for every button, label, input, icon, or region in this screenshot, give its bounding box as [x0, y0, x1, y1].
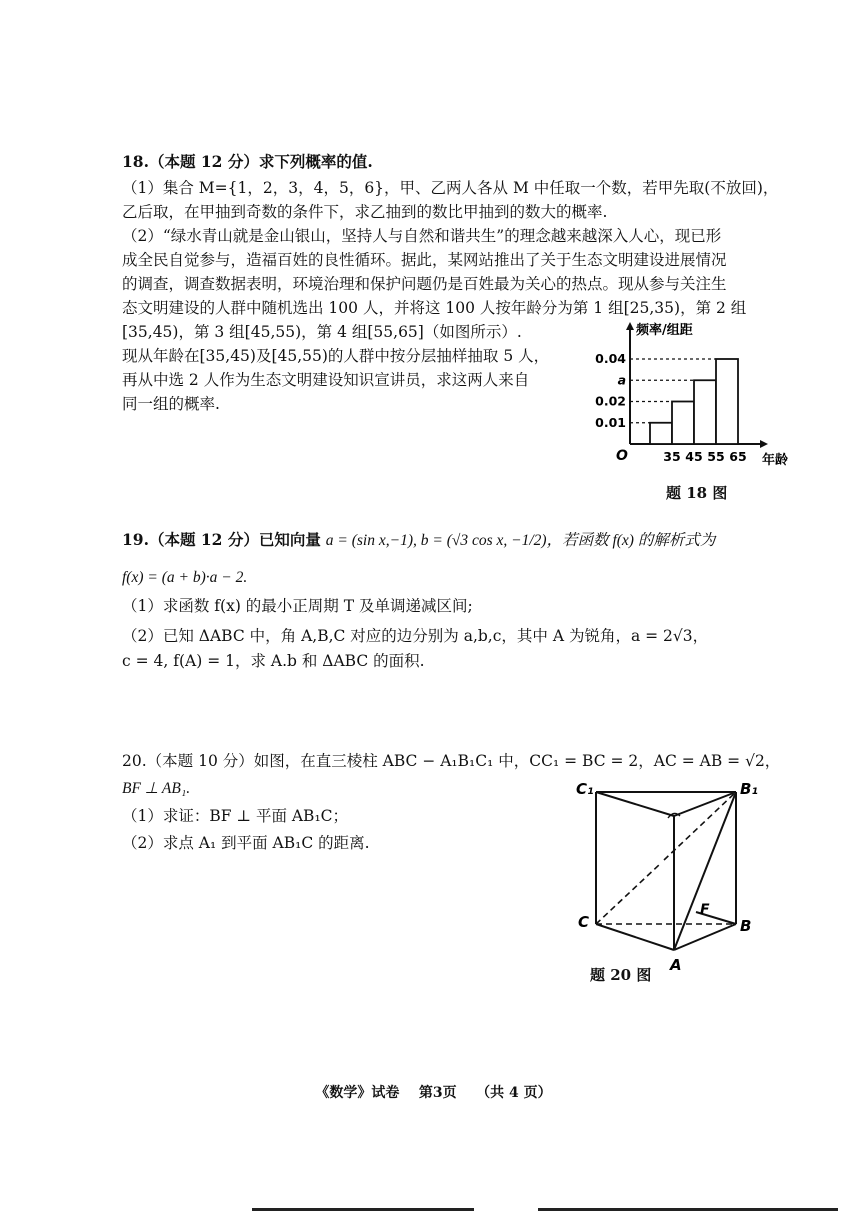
- q18-part1-line2: 乙后取，在甲抽到奇数的条件下，求乙抽到的数比甲抽到的数大的概率.: [122, 203, 608, 221]
- q18-part2-line6: 现从年龄在[35,45)及[45,55)的人群中按分层抽样抽取 5 人，: [122, 347, 550, 365]
- histogram-bar: [672, 402, 694, 445]
- q18-part2-line7: 再从中选 2 人作为生态文明建设知识宣讲员，求这两人来自: [122, 371, 530, 389]
- y-axis-label: 频率/组距: [636, 323, 693, 338]
- scan-edge-right: [538, 1208, 838, 1211]
- q20-line2: BF ⊥ AB₁.: [122, 780, 191, 797]
- x-axis-label: 年龄: [762, 453, 789, 468]
- y-tick-label: 0.04: [595, 351, 626, 366]
- y-axis-arrow: [626, 322, 634, 330]
- label-c1: C₁: [576, 780, 594, 798]
- edge-c-a: [596, 924, 674, 950]
- q20-line4: （2）求点 A₁ 到平面 AB₁C 的距离.: [122, 834, 370, 852]
- q18-part2-line3: 的调查，调查数据表明，环境治理和保护问题仍是百姓最为关心的热点。现从参与关注生: [122, 275, 727, 293]
- q19-line4: （2）已知 ΔABC 中，角 A,B,C 对应的边分别为 a,b,c，其中 A 为锐角，a = 2√3，: [122, 627, 709, 645]
- q18-part2-line5: [35,45)，第 3 组[45,55)，第 4 组[55,65]（如图所示）.: [122, 323, 522, 341]
- q18-part2-line4: 态文明建设的人群中随机选出 100 人，并将这 100 人按年龄分为第 1 组[25,35)，第 2 组: [122, 299, 747, 317]
- y-tick-label: 0.02: [595, 393, 626, 409]
- scan-edge-left: [252, 1208, 474, 1211]
- q18-part2-line2: 成全民自觉参与，造福百姓的良性循环。据此，某网站推出了关于生态文明建设进展情况: [122, 251, 727, 269]
- edge-c1-a1: [596, 792, 674, 816]
- x-tick-label: 55: [707, 449, 725, 464]
- origin-label: O: [616, 448, 628, 464]
- fig20-caption: 题 20 图: [590, 966, 652, 984]
- edge-a-b1: [674, 792, 736, 950]
- q19-line5: c = 4, f(A) = 1，求 A.b 和 ΔABC 的面积.: [122, 652, 425, 670]
- label-b1: B₁: [740, 780, 759, 798]
- q19-line1: [122, 530, 715, 551]
- fig18-caption: 题 18 图: [666, 484, 728, 502]
- x-tick-label: 65: [729, 449, 747, 464]
- label-b: B: [740, 917, 752, 935]
- x-axis-arrow: [760, 440, 768, 448]
- q18-title: 18.（本题 12 分）求下列概率的值.: [122, 152, 373, 171]
- q19-vectors: a = (sin x,−1), b = (√3 cos x, −1/2)，若函数 f(x) 的解析式为: [325, 532, 716, 549]
- label-a: A: [670, 956, 682, 974]
- label-c: C: [578, 913, 590, 931]
- q20-line3: （1）求证：BF ⊥ 平面 AB₁C；: [122, 807, 349, 825]
- prism-figure: [570, 774, 770, 974]
- q18-part2-line8: 同一组的概率.: [122, 395, 220, 413]
- q19-title: 19.（本题 12 分）已知向量: [122, 530, 321, 549]
- histogram-bar: [650, 423, 672, 444]
- label-f: F: [700, 902, 710, 918]
- y-tick-label: a: [617, 372, 626, 388]
- q20-line1: 20.（本题 10 分）如图，在直三棱柱 ABC − A₁B₁C₁ 中，CC₁ = BC = 2，AC = AB = √2，: [122, 752, 781, 770]
- x-tick-label: 35: [663, 449, 681, 464]
- x-tick-label: 45: [685, 449, 703, 464]
- histogram-bar: [694, 380, 716, 444]
- q18-part1-line1: （1）集合 M={1，2，3，4，5，6}，甲、乙两人各从 M 中任取一个数，若甲先取(不放回)，: [122, 179, 779, 197]
- page-footer: 《数学》试卷 第3页 （共 4 页）: [315, 1085, 552, 1101]
- q18-part2-line1: （2）“绿水青山就是金山银山，坚持人与自然和谐共生”的理念越来越深入人心，现已形: [122, 227, 722, 245]
- q19-line3: （1）求函数 f(x) 的最小正周期 T 及单调递减区间;: [122, 597, 473, 615]
- hidden-segment-cb1: [596, 864, 660, 924]
- histogram-chart: [590, 316, 790, 476]
- histogram-bar: [716, 359, 738, 444]
- q19-line2: f(x) = (a + b)·a − 2.: [122, 569, 248, 586]
- edge-a1-b1: [674, 792, 736, 816]
- y-tick-label: 0.01: [595, 414, 626, 430]
